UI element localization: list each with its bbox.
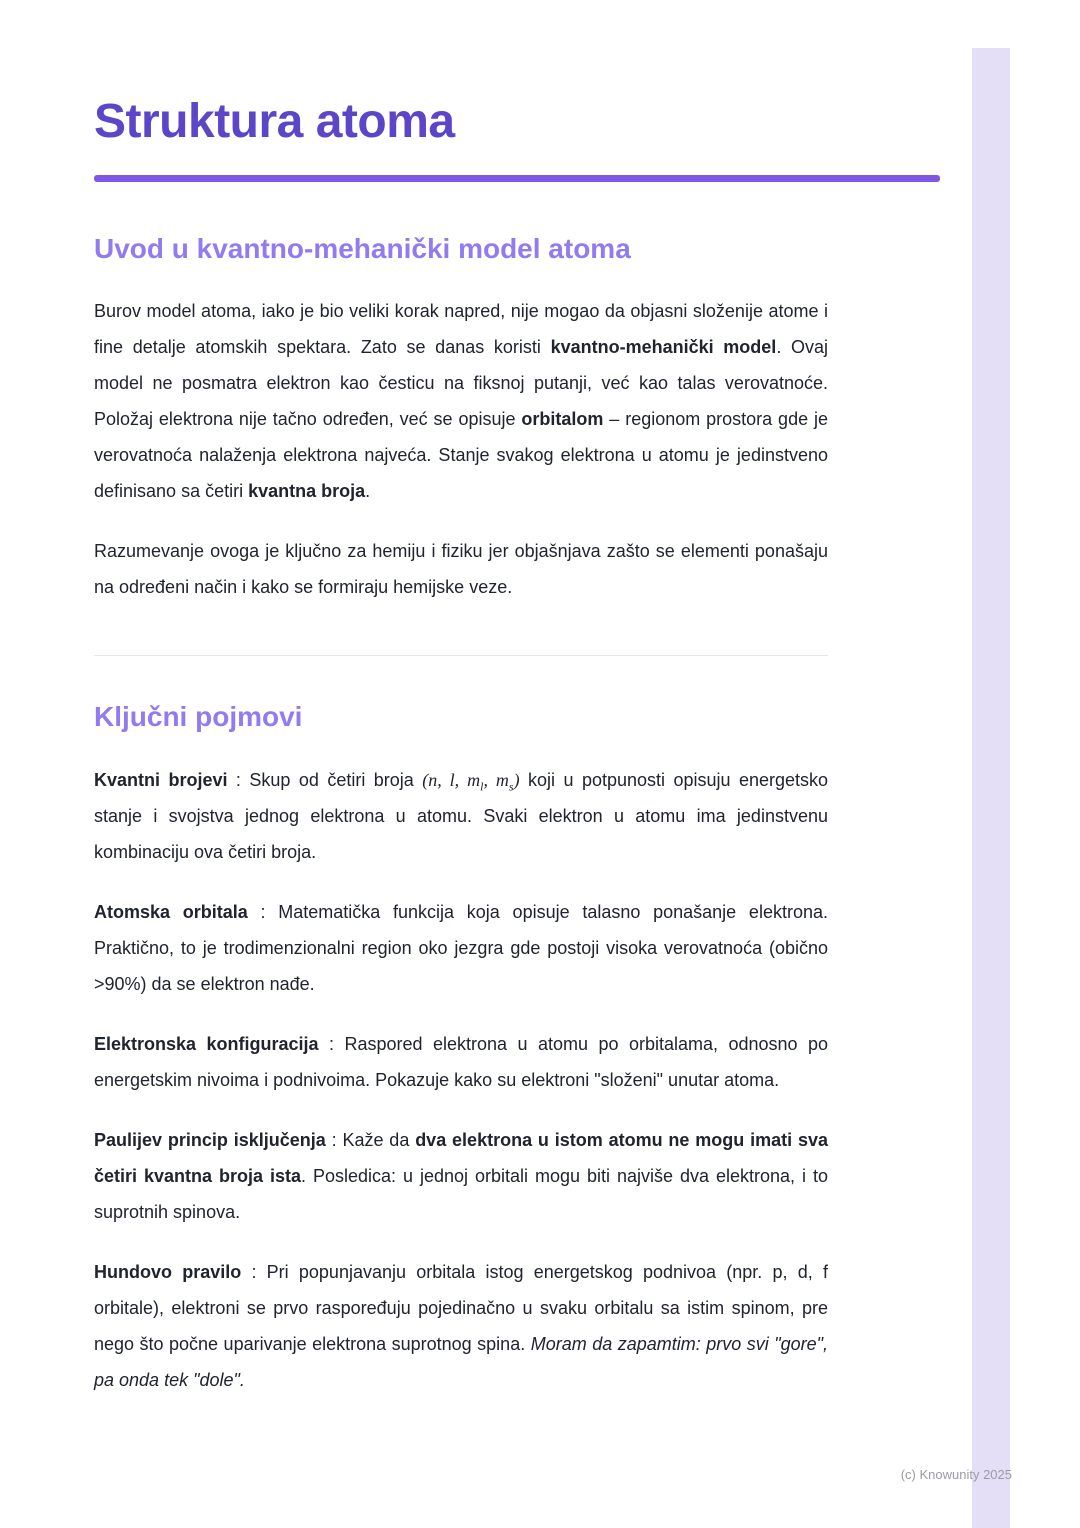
- text-run: ): [513, 769, 520, 790]
- document-content: [94, 96, 828, 1398]
- sections: [94, 232, 828, 1398]
- section-heading: Uvod u kvantno-mehanički model atoma: [94, 232, 631, 264]
- section-divider: [94, 655, 828, 656]
- paragraph: [94, 1254, 828, 1398]
- text-run: : Kaže da: [325, 1129, 416, 1150]
- text-run: Burov model atoma, iako je bio veliki korak napred, nije mogao da objasni složenije atome i fine detalje atomskih spektara. Zato se danas koristi: [94, 301, 828, 358]
- paragraph: [94, 1026, 828, 1098]
- text-run: Elektronska konfiguracija: [94, 1033, 319, 1054]
- text-run: orbitalom: [521, 409, 604, 430]
- text-run: Hundovo pravilo: [94, 1261, 242, 1282]
- text-run: kvantno-mehanički model: [550, 337, 777, 358]
- paragraph: [94, 894, 828, 1002]
- text-run: : Skup od četiri broja: [227, 769, 423, 790]
- paragraph: [94, 1122, 828, 1230]
- text-run: Kvantni brojevi: [94, 769, 228, 790]
- paragraph: [94, 533, 828, 605]
- text-run: – regionom prostora gde je verovatnoća nalaženja elektrona najveća. Stanje svakog elektrona u atomu je jedinstveno definisano sa četiri: [94, 409, 828, 502]
- footer-credit: (c) Knowunity 2025: [900, 1467, 1012, 1482]
- text-run: l: [480, 779, 484, 794]
- title-rule: [94, 175, 940, 182]
- text-run: . Ovaj model ne posmatra elektron kao česticu na fiksnoj putanji, već kao talas verovatnoće. Položaj elektrona nije tačno određen, već se opisuje: [94, 337, 828, 430]
- text-run: Razumevanje ovoga je ključno za hemiju i fiziku jer objašnjava zašto se elementi ponašaju na određeni način i kako se formiraju hemijske veze.: [94, 541, 828, 598]
- section-heading: Ključni pojmovi: [94, 701, 303, 733]
- page-title: Struktura atoma: [94, 95, 455, 148]
- text-run: Paulijev princip isključenja: [94, 1129, 326, 1150]
- text-run: koji u potpunosti opisuju energetsko stanje i svojstva jednog elektrona u atomu. Svaki elektron u atomu ima jedinstvenu kombinaciju ova četiri broja.: [94, 769, 829, 862]
- text-run: : Raspored elektrona u atomu po orbitalama, odnosno po energetskim nivoima i podnivoima. Pokazuje kako su elektroni "složeni" unutar atoma.: [94, 1033, 829, 1090]
- text-run: Atomska orbitala: [94, 901, 248, 922]
- text-run: . Posledica: u jednoj orbitali mogu biti najviše dva elektrona, i to suprotnih spinova.: [94, 1165, 828, 1222]
- text-run: .: [365, 481, 371, 502]
- paragraph: [94, 293, 828, 509]
- text-run: kvantna broja: [248, 481, 366, 502]
- side-strip: [972, 48, 1010, 1528]
- text-run: : Pri popunjavanju orbitala istog energetskog podnivoa (npr. p, d, f orbitale), elektroni se prvo raspoređuju pojedinačno u svaku orbitalu sa istim spinom, pre nego što počne uparivanje elektrona suprotnog spina.: [94, 1261, 828, 1354]
- text-run: dva elektrona u istom atomu ne mogu imati sva četiri kvantna broja ista: [94, 1129, 828, 1186]
- text-run: s: [508, 779, 514, 794]
- spacer: [94, 629, 828, 641]
- text-run: Moram da zapamtim: prvo svi "gore", pa onda tek "dole".: [94, 1333, 828, 1390]
- paragraph: [94, 762, 828, 870]
- text-run: , m: [483, 769, 509, 790]
- text-run: : Matematička funkcija koja opisuje talasno ponašanje elektrona. Praktično, to je trodimenzionalni region oko jezgra gde postoji visoka verovatnoća (obično >90%) da se elektron nađe.: [94, 901, 828, 994]
- text-run: (n, l, m: [422, 769, 481, 790]
